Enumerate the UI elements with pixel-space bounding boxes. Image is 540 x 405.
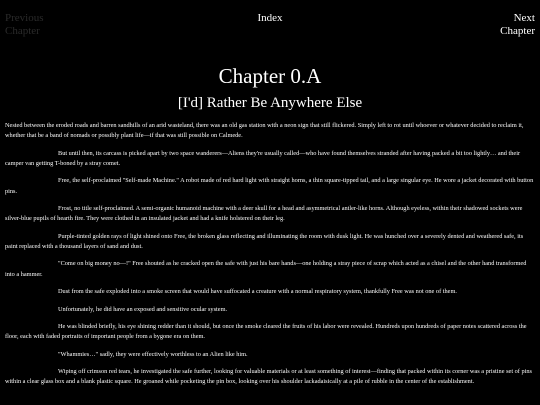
- chapter-navigation: [0, 0, 540, 44]
- paragraph-10: "Whammies…" sadly, they were effectively worthless to an Alien like him.: [58, 350, 248, 358]
- index-link[interactable]: Index: [257, 12, 283, 24]
- paragraph-4: Frost, no title self-proclaimed. A semi-organic humanoid machine with a deer skull for a head and asymmetrical antler-like horns. Although eyeless, within their shadowed sockets were silver-blue pupils of hearth fire. They were clothed in an insulated jacket and had a knife holstered on their leg.: [5, 205, 523, 223]
- chapter-subtitle: [I'd] Rather Be Anywhere Else: [177, 95, 363, 111]
- paragraph-9: He was blinded briefly, his eye shining redder than it should, but once the smoke cleared the fruits of his labor were revealed. Hundreds upon hundreds of paper notes scattered across the floor, each with faded portraits of important people from a bygone era on them.: [5, 322, 527, 341]
- next-chapter-link[interactable]: Next Chapter: [500, 12, 535, 37]
- chapter-body: [5, 121, 535, 395]
- paragraph-7: Dust from the safe exploded into a smoke screen that would have suffocated a creature with a normal respiratory system, thankfully Free was not one of them.: [58, 288, 457, 296]
- paragraph-8: Unfortunately, he did have an exposed and sensitive ocular system.: [58, 305, 228, 313]
- paragraph-2: But until then, its carcass is picked apart by two space wanderers—Aliens they're usually called—who have found themselves stranded after having packed a bit too lightly… and their camper van getting T-boned by a stray comet.: [5, 149, 521, 167]
- paragraph-11: Wiping off crimson red tears, he investigated the safe further, looking for valuable materials or at least something of interest—finding that packed within its corner was a pristine set of pins within a clear glass box and a blank plastic square. He groaned while pocketing the pin box, looking over his shoulder lackadaisically at a pile of rubble in the center of the establishment.: [5, 367, 532, 386]
- paragraph-1: Nested between the eroded roads and barren sandhills of an arid wasteland, there was an old gas station with a neon sign that still flickered. Simply left to rot until whoever or whatever decided to reclaim it, whether that be a band of nomads or possibly plant life—if that was still possible on Calmede.: [5, 122, 524, 140]
- index-link-container: [0, 12, 540, 25]
- previous-chapter-link[interactable]: Previous Chapter: [5, 12, 44, 37]
- chapter-title: Chapter 0.A: [218, 64, 322, 88]
- paragraph-6: "Come on big money no—!" Free shouted as he cracked open the safe with just his bare hands—one holding a stray piece of scrap which acted as a chisel and the other hand transformed into a hammer.: [5, 260, 527, 278]
- paragraph-5: Purple-tinted golden rays of light shined onto Free, the broken glass reflecting and illuminating the room with dusk light. He was hunched over a severely dented and weathered safe, its paint replaced with a thousand layers of sand and dust.: [5, 232, 524, 251]
- paragraph-3: Free, the self-proclaimed "Self-made Machine." A robot made of red hard light with straight horns, a thin square-tipped tail, and a large singular eye. He wore a jacket decorated with button pins.: [5, 177, 534, 195]
